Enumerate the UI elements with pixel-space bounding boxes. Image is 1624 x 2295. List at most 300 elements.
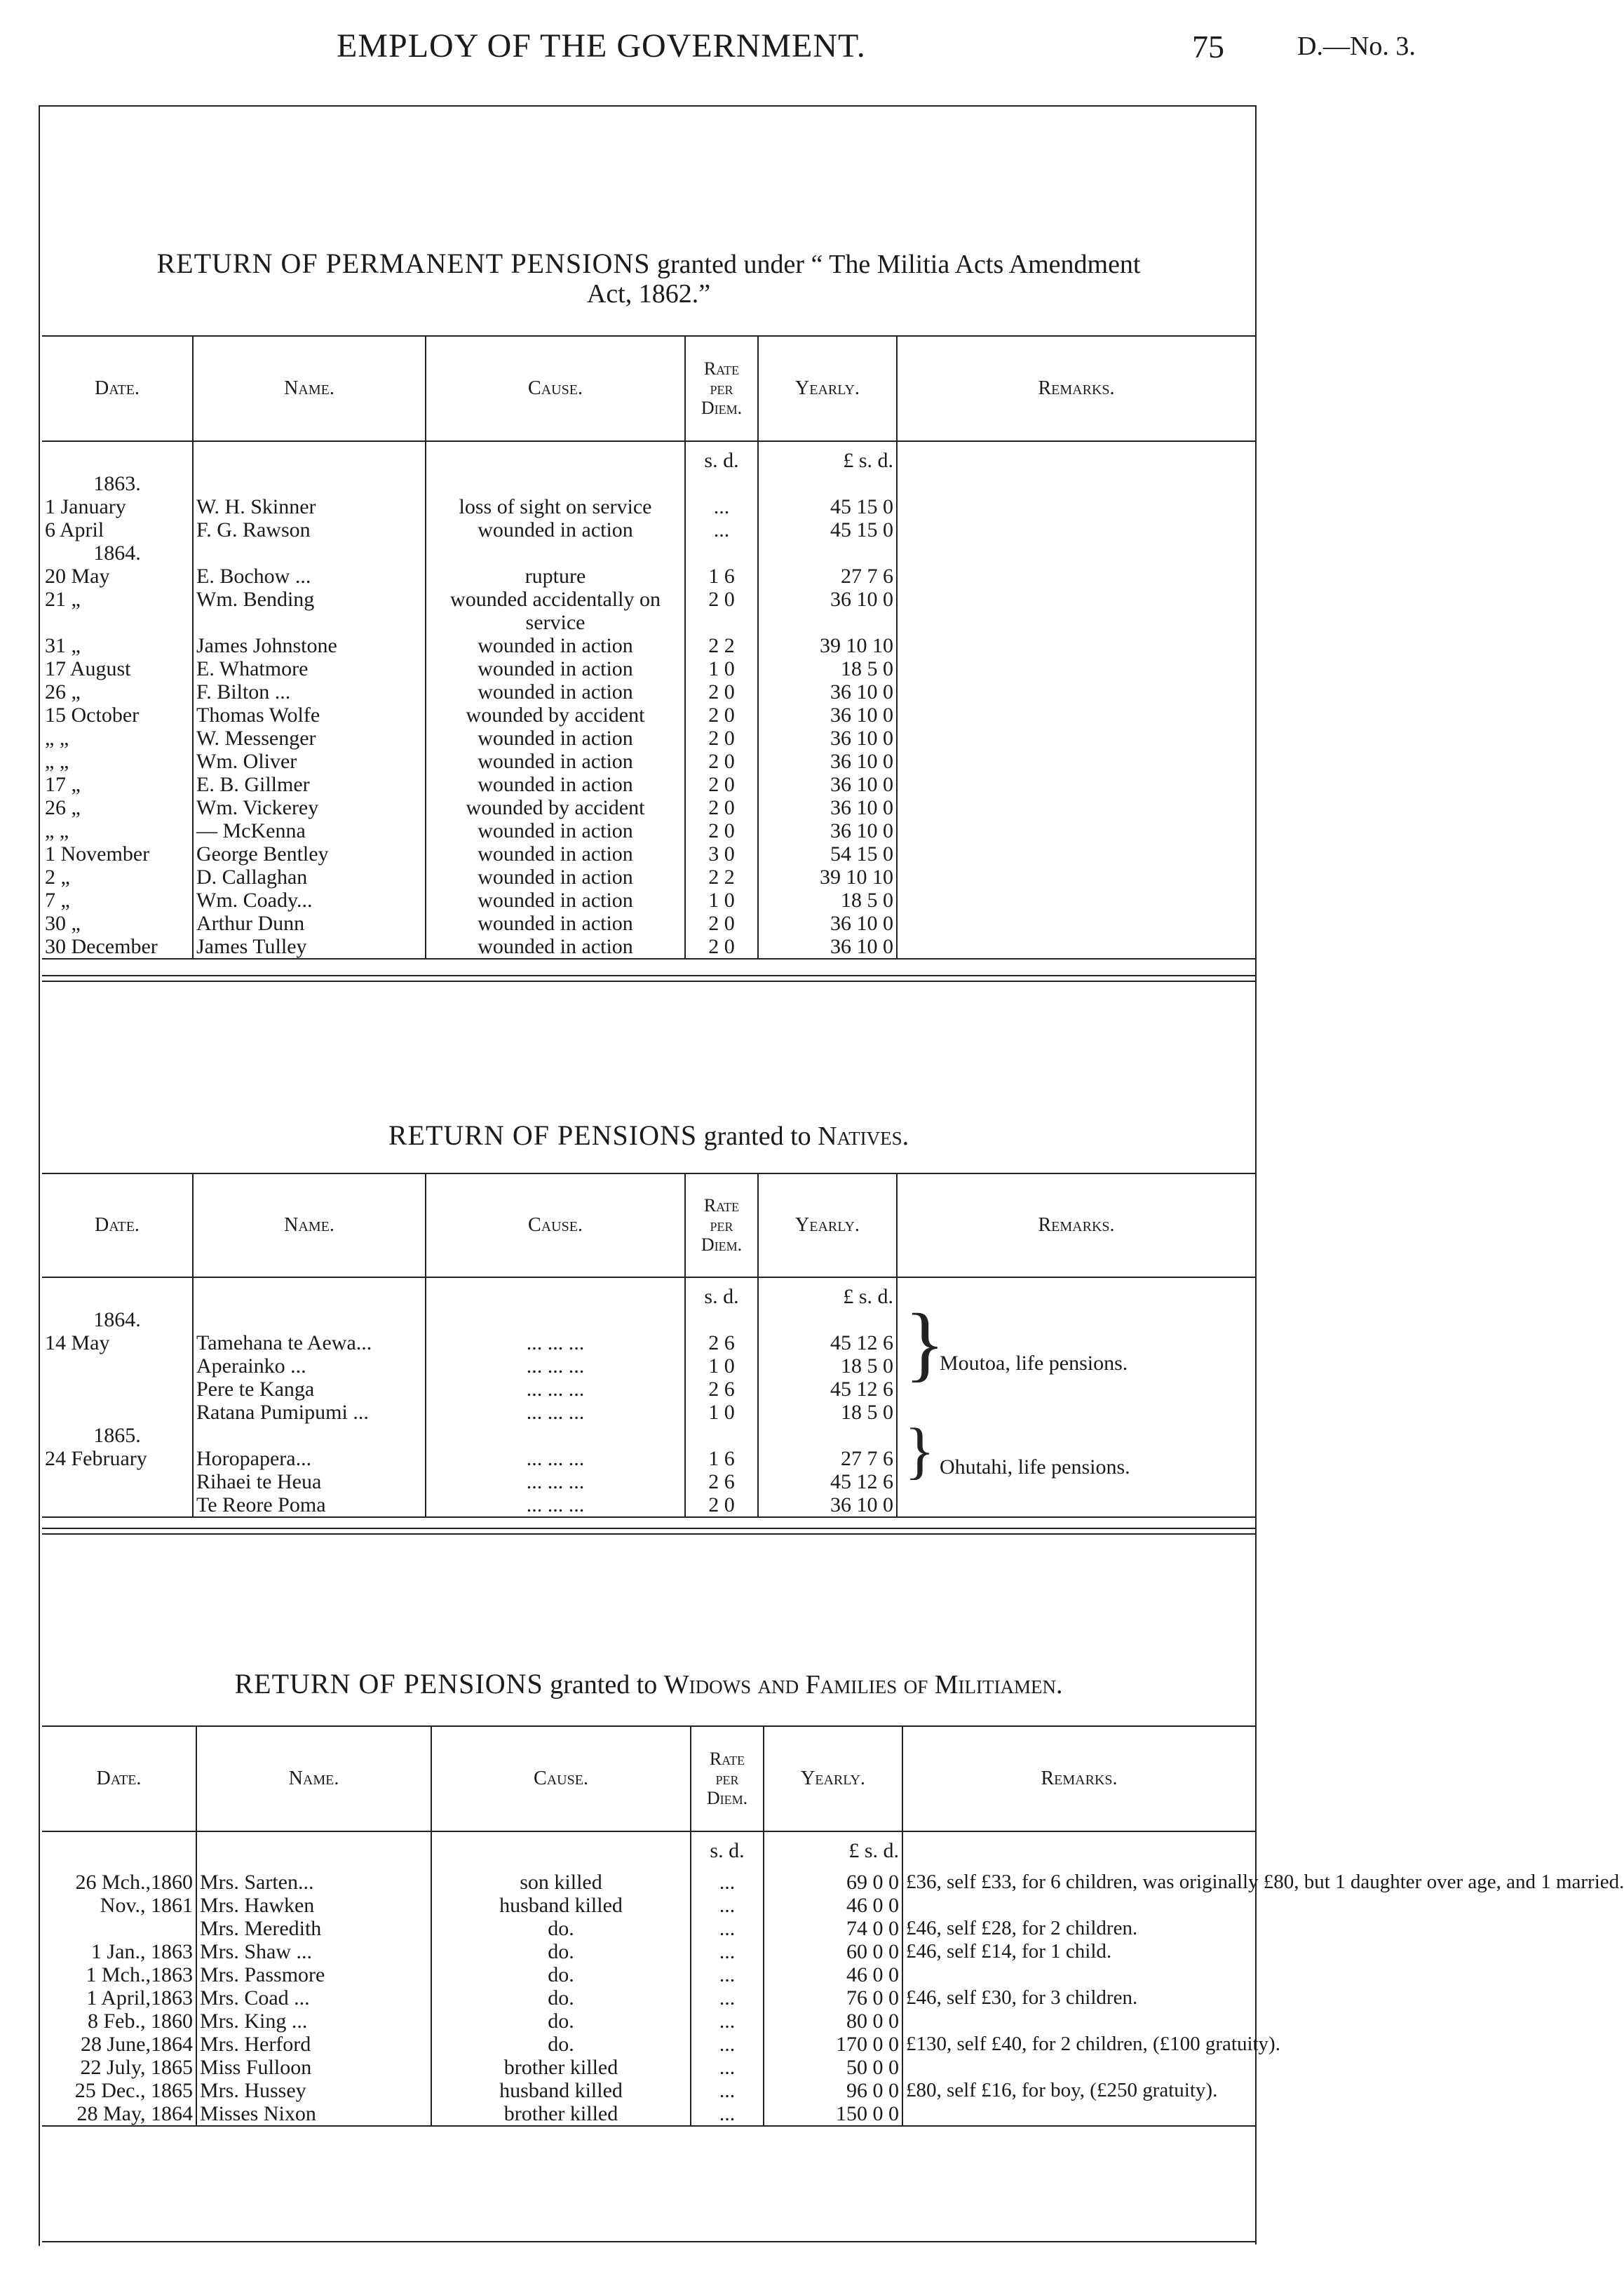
row-name: Thomas Wolfe — [193, 704, 426, 727]
col-cause: Cause. — [426, 336, 685, 441]
row-remarks — [902, 2056, 1255, 2079]
row-date: 1863. — [93, 472, 141, 495]
col-rate-l2: per — [710, 378, 733, 398]
row-cause — [426, 472, 685, 495]
table-row — [42, 1493, 1255, 1517]
row-rate: ... — [691, 1940, 764, 1963]
row-remarks — [897, 518, 1255, 541]
row-name: James Johnstone — [193, 634, 426, 657]
row-yearly: 36 10 0 — [758, 819, 897, 842]
row-name: E. Bochow ... — [193, 565, 426, 588]
row-name: Aperainko ... — [193, 1354, 426, 1378]
row-remarks — [897, 889, 1255, 912]
col-rate-l1: Rate — [703, 358, 740, 379]
units-row — [42, 1831, 1255, 1862]
row-date: 1864. — [93, 541, 141, 565]
row-cause: wounded in action — [426, 819, 685, 842]
col-cause: Cause. — [426, 1173, 685, 1277]
row-name: Mrs. King ... — [196, 2010, 431, 2033]
row-remarks — [897, 634, 1255, 657]
row-date — [42, 1470, 193, 1493]
row-rate: 2 0 — [685, 680, 758, 704]
table-row — [42, 634, 1255, 657]
row-name: — McKenna — [193, 819, 426, 842]
row-date: 17 August — [45, 657, 131, 680]
row-rate: ... — [691, 1917, 764, 1940]
section2-title — [42, 1121, 1255, 1151]
page-frame-right-rule — [1255, 105, 1257, 2244]
row-date: 26 Mch.,1860 — [75, 1871, 193, 1894]
table-row — [42, 842, 1255, 866]
row-date: 14 May — [45, 1331, 110, 1354]
col-rate-l1: Rate — [703, 1195, 740, 1216]
table-row — [42, 1378, 1255, 1401]
row-date: 26 „ — [45, 680, 81, 704]
row-cause: do. — [431, 1963, 691, 1986]
row-cause: wounded in action — [426, 680, 685, 704]
row-remarks — [897, 935, 1255, 959]
row-remarks — [897, 472, 1255, 495]
row-name: Mrs. Shaw ... — [196, 1940, 431, 1963]
row-rate — [685, 1308, 758, 1331]
table-row — [42, 472, 1255, 495]
row-cause — [426, 1308, 685, 1331]
row-date: 1 January — [45, 495, 126, 518]
row-name: Misses Nixon — [196, 2102, 431, 2126]
row-date — [42, 1493, 193, 1517]
col-name: Name. — [193, 1173, 426, 1277]
row-date: 2 „ — [45, 866, 70, 889]
table-row — [42, 2010, 1255, 2033]
row-date: 30 December — [42, 935, 193, 959]
row-name: W. Messenger — [193, 727, 426, 750]
row-name: E. Whatmore — [193, 657, 426, 680]
row-cause: wounded in action — [426, 866, 685, 889]
row-rate: 2 0 — [685, 704, 758, 727]
row-remarks — [897, 704, 1255, 727]
row-yearly: 60 0 0 — [764, 1940, 902, 1963]
row-date: 7 „ — [45, 889, 70, 912]
row-date: 1 April,1863 — [86, 1986, 193, 2010]
row-rate: 1 0 — [685, 889, 758, 912]
row-date: „ „ — [45, 819, 69, 842]
row-rate: 1 0 — [685, 657, 758, 680]
section1-end-rule — [42, 975, 1255, 982]
table-row — [42, 1940, 1255, 1963]
table-row — [42, 495, 1255, 518]
row-date: 24 February — [45, 1447, 147, 1470]
row-cause: wounded by accident — [426, 796, 685, 819]
brace-moutoa: } — [905, 1296, 945, 1389]
remark-moutoa: Moutoa, life pensions. — [940, 1352, 1128, 1375]
table-row — [42, 750, 1255, 773]
row-cause: ... ... ... — [426, 1331, 685, 1354]
row-rate: 2 0 — [685, 819, 758, 842]
row-remarks: £130, self £40, for 2 children, (£100 gratuity). — [902, 2033, 1255, 2056]
row-yearly: 46 0 0 — [764, 1894, 902, 1917]
row-date: 15 October — [45, 704, 140, 727]
row-name: Ratana Pumipumi ... — [193, 1401, 426, 1424]
col-date: Date. — [42, 336, 193, 441]
table-row — [42, 1917, 1255, 1940]
row-cause: ... ... ... — [426, 1470, 685, 1493]
row-yearly: 27 7 6 — [758, 1447, 897, 1470]
col-yearly: Yearly. — [764, 1726, 902, 1831]
row-date: 30 „ — [45, 912, 81, 935]
row-yearly: 36 10 0 — [758, 912, 897, 935]
row-yearly: 36 10 0 — [758, 727, 897, 750]
row-rate: ... — [691, 1963, 764, 1986]
row-rate: ... — [685, 495, 758, 518]
row-name: W. H. Skinner — [193, 495, 426, 518]
widows-pensions-table — [42, 1725, 1624, 2127]
row-yearly: 45 12 6 — [758, 1331, 897, 1354]
row-cause: wounded in action — [426, 912, 685, 935]
row-cause: ... ... ... — [426, 1447, 685, 1470]
row-remarks: £80, self £16, for boy, (£250 gratuity). — [902, 2079, 1255, 2102]
row-rate: ... — [691, 1986, 764, 2010]
row-rate — [685, 472, 758, 495]
row-cause: wounded in action — [426, 634, 685, 657]
page-number: 75 — [1192, 29, 1224, 65]
row-yearly: 18 5 0 — [758, 889, 897, 912]
row-rate: 2 0 — [685, 912, 758, 935]
row-date: 1 November — [45, 842, 150, 866]
row-date: 1864. — [93, 1308, 141, 1331]
row-cause: wounded in action — [426, 889, 685, 912]
row-rate: 2 0 — [685, 935, 758, 959]
document-reference: D.—No. 3. — [1297, 32, 1416, 61]
row-remarks: £36, self £33, for 6 children, was originally £80, but 1 daughter over age, and 1 married. — [902, 1862, 1255, 1894]
row-rate: ... — [691, 1862, 764, 1894]
col-date: Date. — [42, 1726, 196, 1831]
row-rate: 2 0 — [685, 773, 758, 796]
table-row — [42, 704, 1255, 727]
table-row — [42, 2056, 1255, 2079]
row-date — [42, 1917, 196, 1940]
row-name: Wm. Vickerey — [193, 796, 426, 819]
row-rate: 1 0 — [685, 1401, 758, 1424]
row-name: E. B. Gillmer — [193, 773, 426, 796]
row-cause: rupture — [426, 565, 685, 588]
table-row — [42, 1308, 1255, 1331]
row-date: 31 „ — [45, 634, 81, 657]
section2-title-sub: granted to — [697, 1122, 818, 1151]
col-remarks: Remarks. — [897, 336, 1255, 441]
row-cause: wounded in action — [426, 750, 685, 773]
row-remarks — [897, 495, 1255, 518]
row-date — [42, 1401, 193, 1424]
permanent-pensions-table — [42, 335, 1255, 960]
row-date — [42, 1378, 193, 1401]
row-name — [193, 1424, 426, 1447]
section1-title — [42, 249, 1255, 309]
units-yearly: £ s. d. — [758, 1277, 897, 1308]
row-date: 1865. — [93, 1424, 141, 1447]
row-date: 6 April — [45, 518, 104, 541]
table-row — [42, 1401, 1255, 1424]
col-yearly: Yearly. — [758, 336, 897, 441]
table-row — [42, 2033, 1255, 2056]
row-name: D. Callaghan — [193, 866, 426, 889]
row-date: 8 Feb., 1860 — [88, 2010, 193, 2033]
row-cause: ... ... ... — [426, 1493, 685, 1517]
row-cause: loss of sight on service — [426, 495, 685, 518]
row-remarks — [897, 611, 1255, 634]
row-yearly: 39 10 10 — [758, 634, 897, 657]
units-rate: s. d. — [691, 1831, 764, 1862]
col-name: Name. — [193, 336, 426, 441]
table-row — [42, 935, 1255, 959]
row-yearly: 150 0 0 — [764, 2102, 902, 2126]
row-remarks — [897, 773, 1255, 796]
row-rate — [685, 1424, 758, 1447]
row-yearly: 27 7 6 — [758, 565, 897, 588]
row-date: 28 May, 1864 — [42, 2102, 196, 2126]
row-yearly: 36 10 0 — [758, 704, 897, 727]
row-rate: 2 0 — [685, 588, 758, 611]
section1-title-sub: granted under “ The Militia Acts Amendment — [650, 250, 1141, 279]
row-date: 20 May — [45, 565, 110, 588]
section3-title-main: RETURN OF PENSIONS — [234, 1668, 543, 1700]
row-name: Arthur Dunn — [193, 912, 426, 935]
row-rate: ... — [691, 2033, 764, 2056]
col-rate-l2: per — [715, 1768, 739, 1789]
row-name: Mrs. Herford — [196, 2033, 431, 2056]
row-cause: do. — [431, 1940, 691, 1963]
row-remarks — [897, 912, 1255, 935]
row-rate: 2 0 — [685, 727, 758, 750]
row-date — [42, 611, 193, 634]
row-date: 22 July, 1865 — [80, 2056, 193, 2079]
row-remarks — [897, 1308, 1255, 1331]
row-yearly — [758, 541, 897, 565]
row-rate: 2 6 — [685, 1378, 758, 1401]
row-remarks: £46, self £14, for 1 child. — [902, 1940, 1255, 1963]
units-yearly: £ s. d. — [764, 1831, 902, 1862]
table-row — [42, 1963, 1255, 1986]
row-yearly: 18 5 0 — [758, 1354, 897, 1378]
row-yearly: 45 15 0 — [758, 518, 897, 541]
row-cause: wounded in action — [426, 773, 685, 796]
table-row — [42, 680, 1255, 704]
row-rate: ... — [691, 2102, 764, 2126]
row-remarks — [897, 1424, 1255, 1447]
row-remarks — [897, 796, 1255, 819]
row-date — [42, 1354, 193, 1378]
row-name: Wm. Coady... — [193, 889, 426, 912]
row-cause: husband killed — [431, 1894, 691, 1917]
col-yearly: Yearly. — [758, 1173, 897, 1277]
row-rate — [685, 541, 758, 565]
row-rate: 2 0 — [685, 1493, 758, 1517]
row-name — [193, 541, 426, 565]
table-row — [42, 565, 1255, 588]
row-cause: ... ... ... — [426, 1354, 685, 1378]
row-cause: do. — [431, 1917, 691, 1940]
row-yearly: 46 0 0 — [764, 1963, 902, 1986]
row-name: Te Reore Poma — [193, 1493, 426, 1517]
table-row — [42, 912, 1255, 935]
col-remarks: Remarks. — [897, 1173, 1255, 1277]
row-cause: wounded in action — [426, 842, 685, 866]
row-name — [193, 472, 426, 495]
row-cause: wounded in action — [426, 657, 685, 680]
row-name: Miss Fulloon — [196, 2056, 431, 2079]
section3-title — [42, 1669, 1255, 1700]
col-rate — [691, 1726, 764, 1831]
table-row — [42, 773, 1255, 796]
units-yearly: £ s. d. — [758, 441, 897, 472]
units-row — [42, 441, 1255, 472]
row-yearly — [758, 472, 897, 495]
row-date: „ „ — [45, 750, 69, 773]
row-date: 28 June,1864 — [81, 2033, 193, 2056]
section3-title-widows: Widows and Families of Militiamen. — [663, 1670, 1063, 1700]
row-remarks — [897, 680, 1255, 704]
row-cause: husband killed — [431, 2079, 691, 2102]
row-yearly: 36 10 0 — [758, 750, 897, 773]
table-row — [42, 1862, 1255, 1894]
row-remarks: £46, self £28, for 2 children. — [902, 1917, 1255, 1940]
row-name: Horopapera... — [193, 1447, 426, 1470]
row-rate: ... — [691, 2056, 764, 2079]
table-row — [42, 2102, 1255, 2126]
row-cause: do. — [431, 2033, 691, 2056]
row-name: Tamehana te Aewa... — [193, 1331, 426, 1354]
col-rate-l3: Diem. — [701, 398, 743, 418]
units-row — [42, 1277, 1255, 1308]
row-cause: ... ... ... — [426, 1378, 685, 1401]
row-cause: wounded in action — [426, 518, 685, 541]
row-yearly: 45 15 0 — [758, 495, 897, 518]
row-remarks — [897, 588, 1255, 611]
row-name: James Tulley — [193, 935, 426, 959]
row-date: 1 Jan., 1863 — [91, 1940, 193, 1963]
table-row — [42, 819, 1255, 842]
table-row — [42, 1986, 1255, 2010]
row-cause: wounded in action — [426, 727, 685, 750]
row-yearly: 36 10 0 — [758, 773, 897, 796]
row-cause: son killed — [431, 1862, 691, 1894]
section2-end-rule — [42, 1528, 1255, 1535]
col-rate — [685, 1173, 758, 1277]
section1-title-main: RETURN OF PERMANENT PENSIONS — [156, 248, 651, 279]
col-cause: Cause. — [431, 1726, 691, 1831]
row-date: 21 „ — [45, 588, 81, 611]
row-yearly: 36 10 0 — [758, 588, 897, 611]
col-date: Date. — [42, 1173, 193, 1277]
row-rate: 2 2 — [685, 634, 758, 657]
row-yearly — [758, 611, 897, 634]
row-name: Mrs. Sarten... — [196, 1862, 431, 1894]
row-remarks — [902, 1894, 1255, 1917]
row-name: Wm. Oliver — [193, 750, 426, 773]
row-cause: wounded by accident — [426, 704, 685, 727]
row-cause — [426, 541, 685, 565]
row-rate: 3 0 — [685, 842, 758, 866]
col-rate-l2: per — [710, 1215, 733, 1235]
section2-title-natives: Natives. — [818, 1122, 909, 1151]
col-rate — [685, 336, 758, 441]
row-remarks — [902, 2102, 1255, 2126]
row-rate: 2 0 — [685, 796, 758, 819]
table-row — [42, 611, 1255, 634]
brace-ohutahi: } — [905, 1416, 935, 1486]
row-date: Nov., 1861 — [100, 1894, 193, 1917]
row-date: 25 Dec., 1865 — [74, 2079, 193, 2102]
row-name: Mrs. Coad ... — [196, 1986, 431, 2010]
row-remarks: £46, self £30, for 3 children. — [902, 1986, 1255, 2010]
row-yearly: 36 10 0 — [758, 935, 897, 959]
row-date: „ „ — [45, 727, 69, 750]
row-name: Mrs. Hawken — [196, 1894, 431, 1917]
row-name: Mrs. Meredith — [196, 1917, 431, 1940]
row-cause: wounded accidentally on — [426, 588, 685, 611]
row-cause: brother killed — [431, 2056, 691, 2079]
row-rate: 2 2 — [685, 866, 758, 889]
row-rate: 1 0 — [685, 1354, 758, 1378]
row-remarks — [897, 657, 1255, 680]
row-cause: do. — [431, 1986, 691, 2010]
section1-title-act: Act, 1862.” — [586, 279, 711, 309]
section3-title-sub: granted to — [543, 1670, 664, 1700]
row-rate: 1 6 — [685, 1447, 758, 1470]
units-rate: s. d. — [685, 1277, 758, 1308]
row-remarks — [897, 842, 1255, 866]
row-remarks — [897, 866, 1255, 889]
row-rate — [685, 611, 758, 634]
col-rate-l3: Diem. — [706, 1788, 748, 1808]
table-row — [42, 2079, 1255, 2102]
table-row — [42, 796, 1255, 819]
row-cause: brother killed — [431, 2102, 691, 2126]
row-remarks — [897, 819, 1255, 842]
col-name: Name. — [196, 1726, 431, 1831]
row-remarks — [902, 2010, 1255, 2033]
row-yearly: 45 12 6 — [758, 1470, 897, 1493]
row-yearly: 36 10 0 — [758, 680, 897, 704]
row-remarks — [897, 727, 1255, 750]
row-rate: ... — [685, 518, 758, 541]
table-row — [42, 1894, 1255, 1917]
table-row — [42, 889, 1255, 912]
row-name — [193, 611, 426, 634]
row-date: 1 Mch.,1863 — [86, 1963, 193, 1986]
row-yearly: 36 10 0 — [758, 1493, 897, 1517]
row-name: Mrs. Hussey — [196, 2079, 431, 2102]
row-rate: 2 6 — [685, 1470, 758, 1493]
row-rate: ... — [691, 2079, 764, 2102]
table-row — [42, 866, 1255, 889]
table-row — [42, 541, 1255, 565]
row-yearly — [758, 1424, 897, 1447]
remark-ohutahi: Ohutahi, life pensions. — [940, 1455, 1130, 1479]
row-remarks — [902, 1963, 1255, 1986]
row-remarks — [897, 1493, 1255, 1517]
row-yearly: 45 12 6 — [758, 1378, 897, 1401]
row-cause: service — [426, 611, 685, 634]
row-rate: ... — [691, 2010, 764, 2033]
page-bottom-rule — [42, 2241, 1255, 2242]
page-title: EMPLOY OF THE GOVERNMENT. — [337, 27, 866, 65]
row-yearly: 36 10 0 — [758, 796, 897, 819]
row-name: F. G. Rawson — [193, 518, 426, 541]
row-remarks — [897, 541, 1255, 565]
col-rate-l1: Rate — [709, 1749, 745, 1769]
row-cause: wounded in action — [426, 935, 685, 959]
row-remarks — [897, 1401, 1255, 1424]
